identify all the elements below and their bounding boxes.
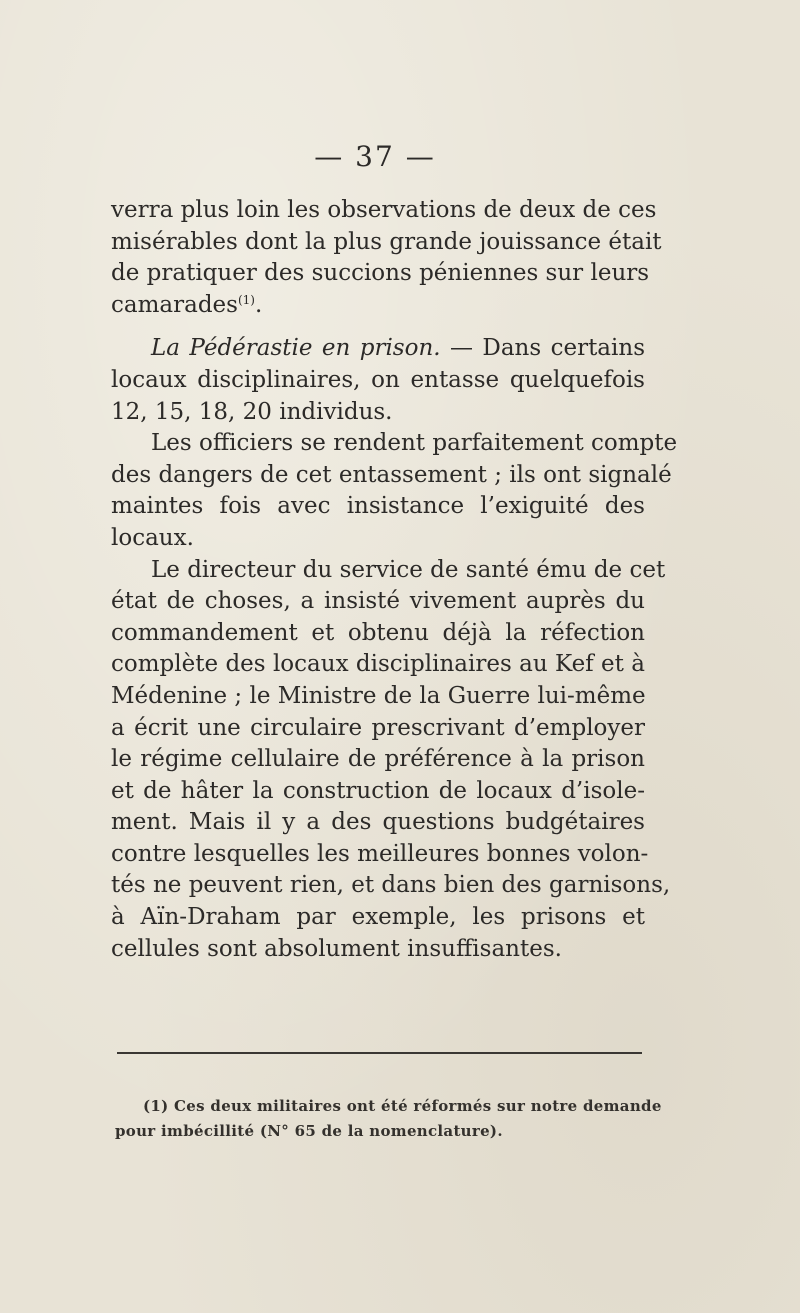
footnote-marker: (1) xyxy=(237,292,255,307)
text-fragment: . xyxy=(254,291,263,318)
footnote-line: (1) Ces deux militaires ont été réformés sur notre demande xyxy=(143,1097,662,1115)
text-line: des dangers de cet entassement ; ils ont signalé xyxy=(111,461,672,488)
text-line: de pratiquer des succions péniennes sur leurs xyxy=(111,260,650,287)
text-line: maintes fois avec insistance l’exiguité des xyxy=(111,493,645,520)
footnote-divider xyxy=(117,1052,642,1054)
text-line: Les officiers se rendent parfaitement compte xyxy=(151,430,678,457)
text-line: Médenine ; le Ministre de la Guerre lui-même xyxy=(111,682,646,709)
paragraph-heading-line xyxy=(111,333,645,365)
footnote-line: pour imbécillité (N° 65 de la nomenclature). xyxy=(115,1122,503,1140)
text-line: cellules sont absolument insuffisantes. xyxy=(111,935,562,962)
text-line: locaux. xyxy=(111,524,194,551)
text-line: misérables dont la plus grande jouissance était xyxy=(111,228,662,255)
text-line: contre lesquelles les meilleures bonnes volon- xyxy=(111,840,649,867)
text-line: état de choses, a insisté vivement auprès du xyxy=(111,588,645,615)
text-line: tés ne peuvent rien, et dans bien des garnisons, xyxy=(111,872,671,899)
text-line: et de hâter la construction de locaux d’isole- xyxy=(111,777,645,804)
text-fragment: — Dans certains xyxy=(450,335,645,362)
text-line: complète des locaux disciplinaires au Kef et à xyxy=(111,651,645,678)
text-line: commandement et obtenu déjà la réfection xyxy=(111,619,645,646)
footnote xyxy=(115,1094,662,1144)
text-line: verra plus loin les observations de deux de ces xyxy=(111,197,657,223)
text-line: le régime cellulaire de préférence à la prison xyxy=(111,746,645,773)
text-line: ment. Mais il y a des questions budgétaires xyxy=(111,809,645,836)
text-line: 12, 15, 18, 20 individus. xyxy=(111,398,393,425)
text-line: à Aïn-Draham par exemple, les prisons et xyxy=(111,904,645,931)
section-heading-italic: La Pédérastie en prison. xyxy=(151,335,441,362)
text-line: a écrit une circulaire prescrivant d’employer xyxy=(111,714,645,741)
body-text xyxy=(111,195,678,965)
text-line: locaux disciplinaires, on entasse quelquefois xyxy=(111,366,645,393)
page-number: — 37 — xyxy=(314,140,436,173)
text-line: Le directeur du service de santé ému de cet xyxy=(151,556,666,583)
text-line xyxy=(111,290,645,322)
text-fragment: camarades xyxy=(111,291,238,318)
